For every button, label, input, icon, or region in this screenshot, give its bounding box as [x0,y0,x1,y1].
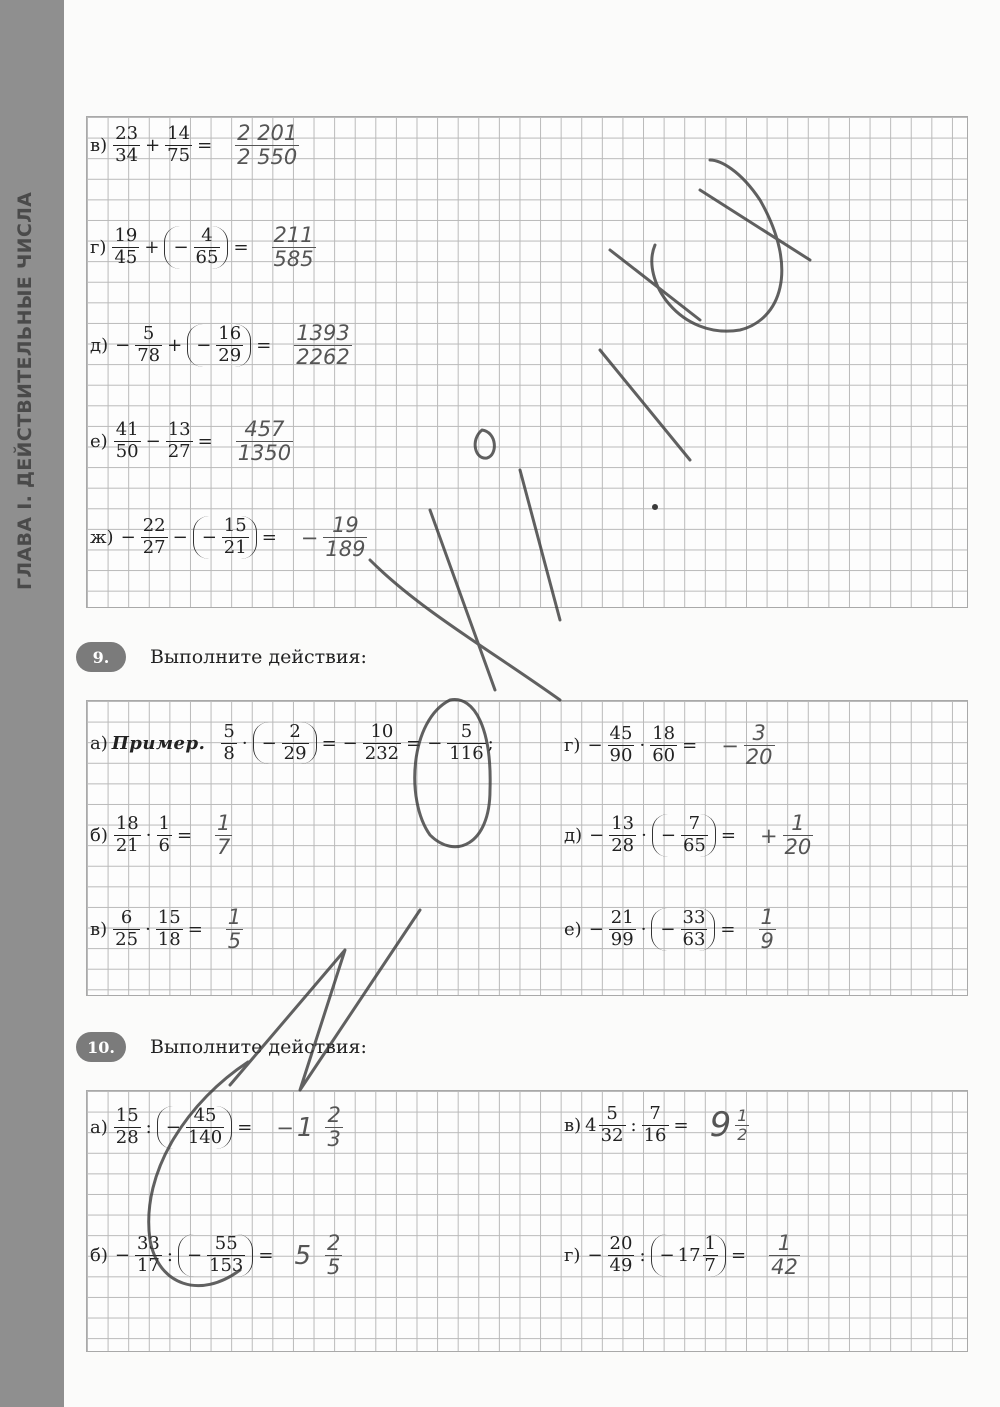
handwritten-answer: − 1 $\frac{2}{3}$ [276,1103,341,1152]
handwritten-answer: + $\frac{1}{20}$ [759,811,812,860]
handwritten-answer: $\frac{1}{42}$ [771,1231,798,1280]
operator: · [241,732,248,754]
equals-sign: = [197,431,213,453]
parenthesized-term: − $\frac{2}{29}$ [253,722,317,764]
equals-sign: = [720,919,736,941]
equals-sign: = [682,735,698,757]
fraction: $\frac{15}{18}$ [157,907,181,951]
equals-sign: = [258,1245,274,1267]
equals-sign: = [673,1114,689,1136]
fraction: $\frac{13}{27}$ [167,419,191,463]
fraction: $\frac{5}{78}$ [137,323,161,367]
example-label: Пример. [111,732,206,754]
ex8-item-d: д) − $\frac{5}{78}$ + − $\frac{16}{29}$ = $\frac{1393}{2262}$ [90,322,354,369]
item-label: д) [564,825,583,847]
operator: · [145,919,151,941]
item-label: б) [90,1245,108,1267]
ex10-item-a [90,1104,345,1151]
fraction: $\frac{2}{29}$ [283,721,307,764]
fraction: $\frac{18}{60}$ [652,723,676,767]
fraction: $\frac{21}{99}$ [610,907,634,951]
fraction: $\frac{10}{232}$ [364,721,400,764]
handwritten-answer: $\frac{1393}{2262}$ [296,321,350,370]
fraction: $\frac{1}{6}$ [158,813,170,857]
operator: · [639,735,646,757]
fraction: $\frac{22}{27}$ [142,515,166,559]
fraction: $\frac{7}{16}$ [643,1103,667,1146]
handwritten-answer: $\frac{2 201}{2 550}$ [237,121,298,170]
fraction: $\frac{16}{29}$ [218,323,242,367]
item-label: а) [90,732,108,754]
item-label: е) [90,431,108,453]
ex8-item-e [90,418,295,465]
operator: : [630,1114,637,1136]
ex10-item-v [564,1104,751,1146]
item-label: е) [564,919,582,941]
equals-sign: = [261,527,277,549]
equals-sign: = [720,825,736,847]
equals-sign: = [187,919,203,941]
ex9-item-b [90,812,234,859]
ex9-item-a: а) Пример. $\frac{5}{8}$ · − $\frac{2}{29}$ = − $\frac{10}{232}$ = − $\frac{5}{116}$ ; [90,721,494,764]
equals-sign: = [237,1117,253,1139]
operator: − [172,527,188,549]
equals-sign: = [233,237,249,259]
equals-sign: = [406,732,422,754]
item-label: ж) [90,527,114,549]
handwritten-answer: 5 $\frac{2}{5}$ [294,1231,341,1280]
fraction: $\frac{5}{116}$ [449,721,484,764]
handwritten-answer: − $\frac{3}{20}$ [721,721,773,770]
fraction: $\frac{33}{17}$ [136,1233,160,1277]
fraction: $\frac{33}{63}$ [682,907,706,951]
item-label: г) [90,237,107,259]
operator: : [166,1245,173,1267]
fraction: $\frac{14}{75}$ [167,123,191,167]
equals-sign: = [176,825,193,847]
ex10-item-g: г) − $\frac{20}{49}$ : − 17 $\frac{1}{7}$ = $\frac{1}{42}$ [564,1232,802,1279]
parenthesized-term: − 17 $\frac{1}{7}$ [651,1234,726,1276]
chapter-title: ГЛАВА I. ДЕЙСТВИТЕЛЬНЫЕ ЧИСЛА [14,191,36,590]
equals-sign: = [730,1245,747,1267]
fraction: $\frac{41}{50}$ [115,419,139,463]
fraction: $\frac{15}{28}$ [115,1105,139,1149]
operator: : [639,1245,646,1267]
handwritten-answer: $\frac{211}{585}$ [273,223,314,272]
exercise-10-header [76,1032,367,1062]
item-label: д) [90,335,109,357]
fraction: $\frac{45}{90}$ [609,723,633,767]
parenthesized-term: − $\frac{4}{65}$ [164,226,228,268]
handwritten-answer: $\frac{457}{1350}$ [237,417,292,466]
operator: + [167,335,183,357]
fraction: $\frac{45}{140}$ [187,1105,223,1149]
fraction: $\frac{5}{8}$ [223,721,235,764]
fraction: $\frac{55}{153}$ [209,1233,244,1277]
handwritten-answer: 9 $\frac{1}{2}$ [709,1105,748,1146]
operator: + [145,135,161,157]
parenthesized-term: − $\frac{15}{21}$ [193,516,257,558]
fraction: $\frac{20}{49}$ [609,1233,633,1277]
chapter-sidebar [0,0,64,1407]
handwritten-answer: $\frac{1}{7}$ [217,811,231,860]
exercise-title: Выполните действия: [150,646,367,668]
mixed-number: 17 $\frac{1}{7}$ [677,1233,716,1277]
operator: · [641,825,647,847]
exercise-number-badge: 10. [76,1032,126,1062]
parenthesized-term: − $\frac{33}{63}$ [651,908,715,950]
item-label: б) [90,825,108,847]
ex8-item-g [90,224,318,271]
fraction: $\frac{18}{21}$ [115,813,139,857]
equals-sign: = [256,335,272,357]
ex8-item-v [90,122,301,169]
handwritten-answer: $\frac{1}{9}$ [760,905,774,954]
fraction: $\frac{7}{65}$ [682,813,706,857]
exercise-9-header [76,642,367,672]
fraction: $\frac{4}{65}$ [195,225,219,269]
fraction: $\frac{19}{45}$ [114,225,138,269]
item-label: г) [564,735,581,757]
item-label: г) [564,1245,581,1267]
parenthesized-term: − $\frac{55}{153}$ [178,1234,253,1276]
operator: · [145,825,152,847]
fraction: $\frac{13}{28}$ [611,813,635,857]
ex9-item-d: д) − $\frac{13}{28}$ · − $\frac{7}{65}$ = + $\frac{1}{20}$ [564,812,815,859]
item-label: в) [90,135,108,157]
parenthesized-term: − $\frac{7}{65}$ [652,814,716,856]
handwritten-answer: $\frac{1}{5}$ [227,905,242,954]
fraction: $\frac{6}{25}$ [115,907,139,951]
item-label: в) [564,1114,582,1136]
operator: + [144,237,160,259]
fraction: $\frac{23}{34}$ [115,123,139,167]
operator: − [145,431,161,453]
ex10-item-b: б) − $\frac{33}{17}$ : − $\frac{55}{153}$ = 5 $\frac{2}{5}$ [90,1232,344,1279]
ex8-item-zh: ж) − $\frac{22}{27}$ − − $\frac{15}{21}$ = − $\frac{19}{189}$ [90,514,369,561]
parenthesized-term: − $\frac{16}{29}$ [187,324,251,366]
ex9-item-v [90,906,245,953]
mixed-number: 4 $\frac{5}{32}$ [585,1103,624,1146]
ex9-item-e: е) − $\frac{21}{99}$ · − $\frac{33}{63}$ = $\frac{1}{9}$ [564,906,778,953]
operator: · [640,919,647,941]
fraction: $\frac{1}{7}$ [704,1233,716,1277]
ex9-item-g: г) − $\frac{45}{90}$ · $\frac{18}{60}$ = − $\frac{3}{20}$ [564,722,777,769]
parenthesized-term: − $\frac{45}{140}$ [157,1106,232,1148]
equals-sign: = [197,135,213,157]
handwritten-answer: − $\frac{19}{189}$ [300,513,366,562]
exercise-number-badge: 9. [76,642,126,672]
fraction: $\frac{5}{32}$ [600,1103,624,1146]
exercise-title: Выполните действия: [150,1036,367,1058]
equals-sign: = [321,732,337,754]
item-label: а) [90,1117,108,1139]
fraction: $\frac{15}{21}$ [223,515,247,559]
item-label: в) [90,919,108,941]
operator: : [145,1117,152,1139]
